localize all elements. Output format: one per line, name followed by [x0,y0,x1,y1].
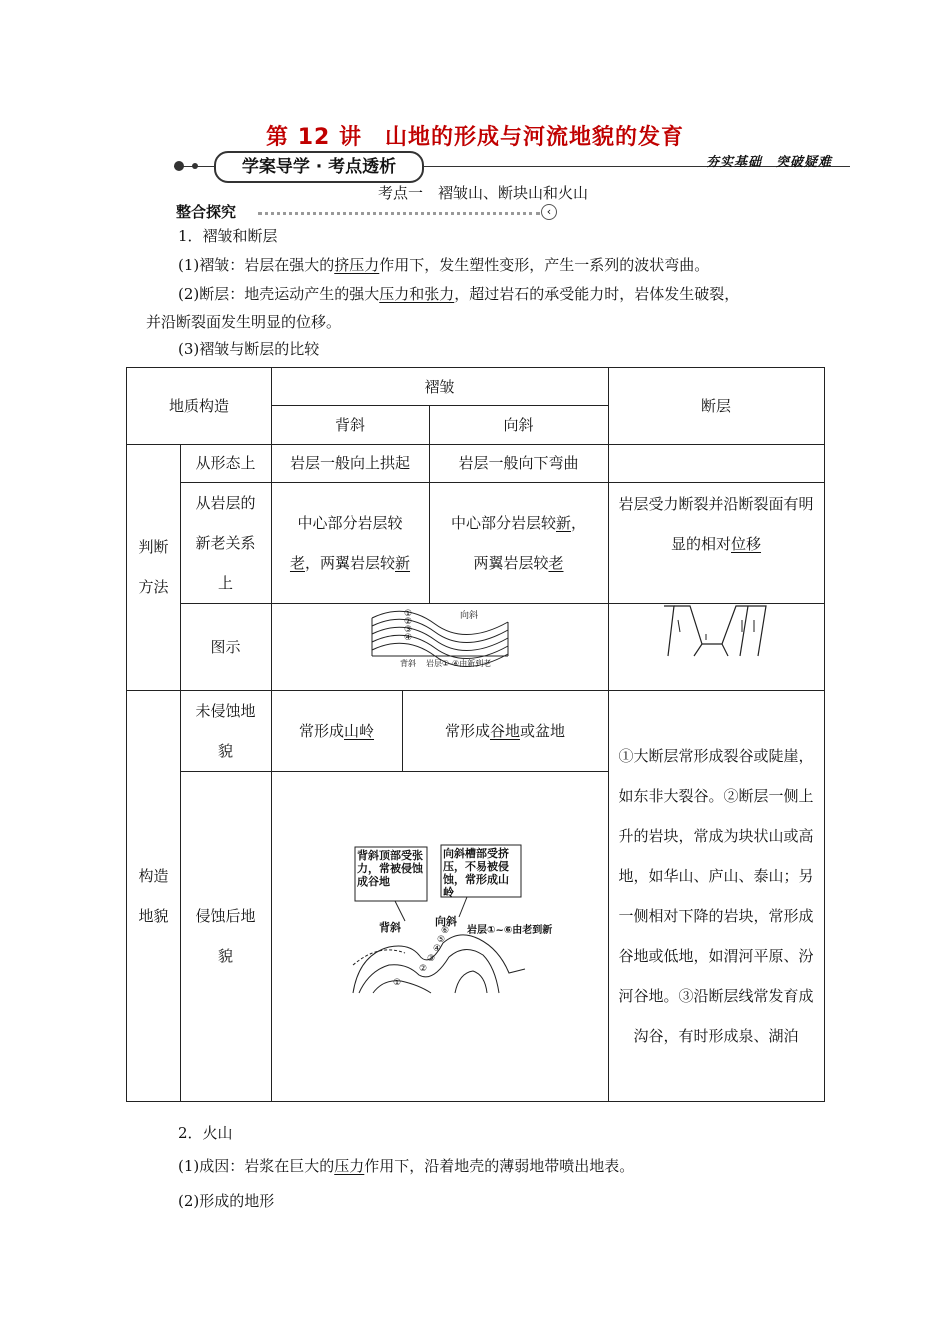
header-anticline: 背斜 [334,415,365,434]
header-geo-structure: 地质构造 [168,397,229,415]
comparison-table [126,367,825,1102]
row-by-shape: 从形态上 [195,454,256,472]
fold-label-syncline: 向斜 [460,611,479,621]
uneroded-syncline: 常形成谷地或盆地 [444,721,566,740]
fold-label-4: ④ [404,633,413,643]
eroded-label-anticline: 背斜 [379,921,401,934]
header-fold: 褶皱 [424,377,455,396]
fold-label-1: ① [404,609,413,619]
page-title: 第 12 讲 山地的形成与河流地貌的发育 [266,125,684,150]
age-anticline: 中心部分岩层较 老，两翼岩层较新 [289,513,411,572]
eroded-n2: ② [419,964,428,974]
fold-label-2: ② [404,617,413,627]
group-struct-landform: 构造 地貌 [138,866,169,925]
section-label: 整合探究 [176,203,237,221]
fault-judge: 岩层受力断裂并沿断裂面有明显的相对位移 [618,494,814,553]
callout-syncline: 向斜槽部受挤压，不易被侵蚀，常形成山岭 [443,847,509,899]
eroded-n4: ④ [433,944,442,954]
row-eroded: 侵蚀后地 貌 [195,907,256,965]
eroded-n3: ③ [427,954,436,964]
s2-para1: (1)成因：岩浆在巨大的压力作用下，沿着地壳的薄弱地带喷出地表。 [178,1157,635,1175]
collapse-arrow-icon[interactable]: ‹ [541,204,557,220]
fold-label-anticline: 背斜 [400,659,416,668]
shape-anticline: 岩层一般向上拱起 [289,454,410,472]
eroded-n5: ⑤ [437,935,446,945]
banner-slogan: 夯实基础 突破疑难 [706,155,833,170]
s1-para3: (3)褶皱与断层的比较 [178,340,320,358]
uneroded-anticline: 常形成山岭 [298,721,375,740]
eroded-fold-diagram [349,843,553,1003]
s1-para1: (1)褶皱：岩层在强大的挤压力作用下，发生塑性变形，产生一系列的波状弯曲。 [178,256,710,274]
topic-heading: 考点一 褶皱山、断块山和火山 [378,184,589,202]
section-dotted-rule [258,212,540,215]
fold-caption: 岩层①-④由新到老 [426,659,492,668]
shape-syncline: 岩层一般向下弯曲 [458,454,579,472]
group-judge-method: 判断 方法 [138,538,169,596]
s1-para2: (2)断层：地壳运动产生的强大压力和张力，超过岩石的承受能力时，岩体发生破裂， [178,285,740,303]
s2-heading: 2．火山 [178,1124,233,1142]
banner-dot-small [192,163,198,169]
banner-label: 学案导学 · 考点透析 [214,151,424,183]
fold-label-3: ③ [404,625,413,635]
fold-diagram [370,604,510,670]
s1-heading: 1．褶皱和断层 [178,227,278,245]
fault-diagram [662,604,772,664]
age-syncline: 中心部分岩层较新， 两翼岩层较老 [450,513,587,572]
s2-para2: (2)形成的地形 [178,1192,275,1210]
s1-para2-cont: 并沿断裂面发生明显的位移。 [146,313,342,331]
banner-dot [174,161,184,171]
row-figure: 图示 [210,637,241,656]
row-by-age: 从岩层的 新老关系 上 [195,493,256,592]
header-syncline: 向斜 [503,415,534,434]
header-fault: 断层 [700,397,731,415]
fault-landform: ①大断层常形成裂谷或陡崖，如东非大裂谷。②断层一侧上升的岩块，常成为块状山或高地，如华山、庐山、泰山；另一侧相对下降的岩块，常形成谷地或低地，如渭河平原、汾河谷地。③沿断层线常发育成沟谷，有时形成泉、湖泊 [618,746,814,1045]
row-uneroded: 未侵蚀地 貌 [195,701,256,760]
eroded-caption: 岩层①~⑥由老到新 [467,925,553,936]
eroded-label-syncline: 向斜 [435,915,457,928]
callout-anticline: 背斜顶部受张力，常被侵蚀成谷地 [357,849,423,888]
eroded-n6: ⑥ [441,926,450,936]
eroded-n1: ① [393,978,402,988]
